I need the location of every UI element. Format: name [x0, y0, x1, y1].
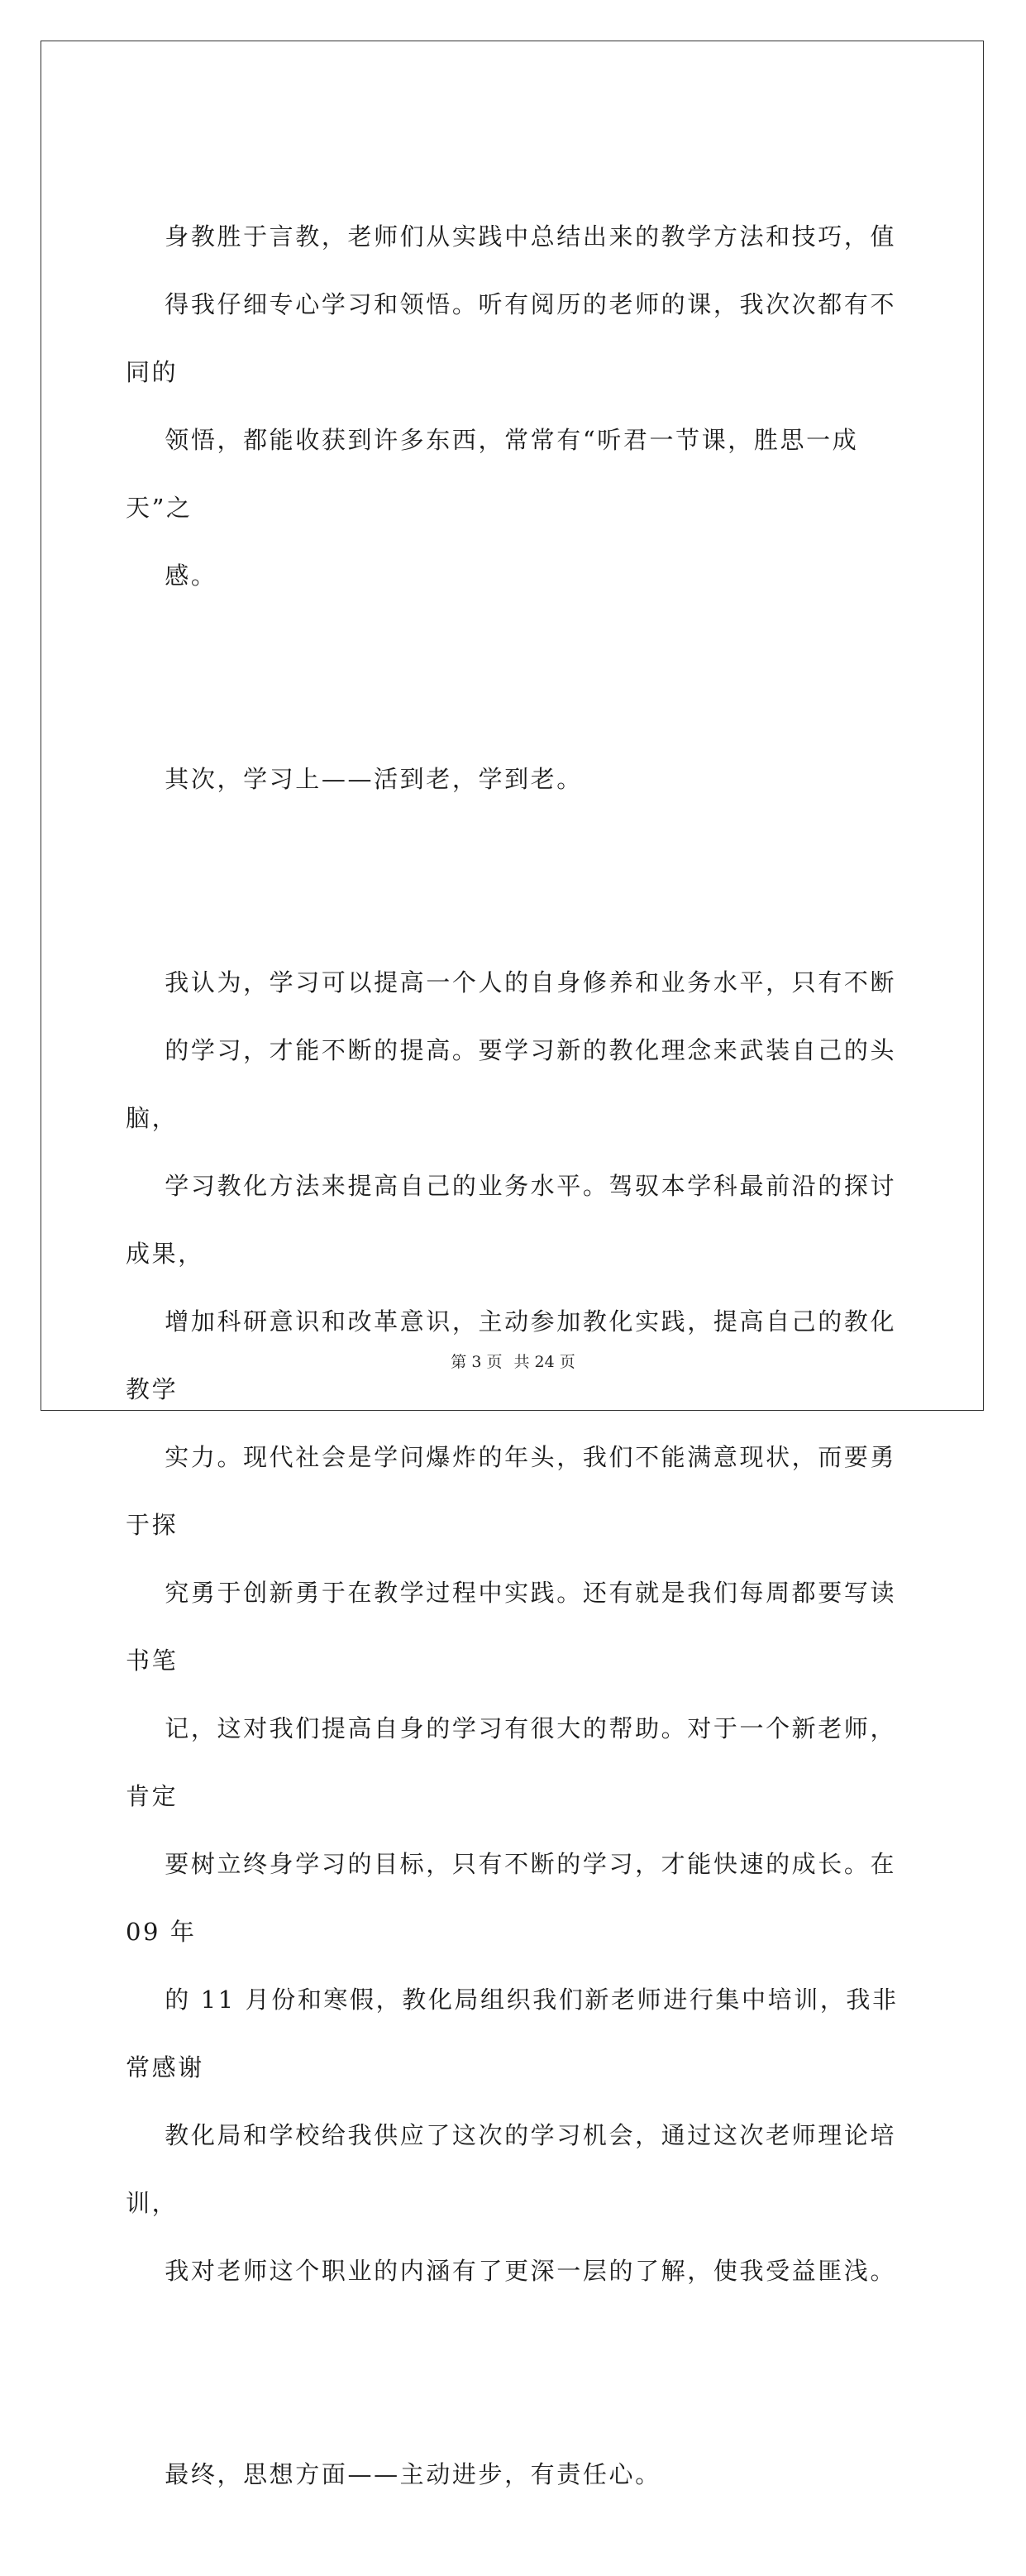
text-line: 的学习，才能不断的提高。要学习新的教化理念来武装自己的头脑， [126, 1036, 897, 1132]
paragraph-4 [126, 2373, 903, 2576]
paragraph-2 [126, 677, 903, 881]
text-line: 我认为，学习可以提高一个人的自身修养和业务水平，只有不断 [165, 968, 897, 996]
page-footer [0, 1350, 1026, 1372]
current-page-number: 第 3 页 [451, 1353, 503, 1371]
text-line: 最终，思想方面——主动进步，有责任心。 [165, 2460, 661, 2488]
paragraph-1 [126, 135, 903, 677]
paragraph-3 [126, 881, 906, 2373]
text-line: 其次，学习上——活到老，学到老。 [165, 765, 583, 793]
text-line: 记，这对我们提高自身的学习有很大的帮助。对于一个新老师，肯定 [126, 1714, 897, 1810]
text-line: 领悟，都能收获到许多东西，常常有“听君一节课，胜思一成天”之 [126, 426, 859, 522]
total-page-count: 共 24 页 [513, 1353, 575, 1371]
text-line: 我对老师这个职业的内涵有了更深一层的了解，使我受益匪浅。 [165, 2257, 897, 2285]
text-line: 感。 [165, 562, 217, 590]
text-line: 得我仔细专心学习和领悟。听有阅历的老师的课，我次次都有不同的 [126, 290, 897, 386]
text-line: 要树立终身学习的目标，只有不断的学习，才能快速的成长。在 09 年 [126, 1850, 906, 1946]
text-line: 增加科研意识和改革意识，主动参加教化实践，提高自己的教化教学 [126, 1307, 897, 1403]
text-line: 的 11 月份和寒假，教化局组织我们新老师进行集中培训，我非常感谢 [126, 1986, 899, 2081]
text-line: 学习教化方法来提高自己的业务水平。驾驭本学科最前沿的探讨成果， [126, 1172, 897, 1268]
text-line: 身教胜于言教，老师们从实践中总结出来的教学方法和技巧，值 [165, 222, 897, 251]
text-line: 教化局和学校给我供应了这次的学习机会，通过这次老师理论培训， [126, 2121, 897, 2217]
text-line: 究勇于创新勇于在教学过程中实践。还有就是我们每周都要写读书笔 [126, 1579, 897, 1675]
text-line: 实力。现代社会是学问爆炸的年头，我们不能满意现状，而要勇于探 [126, 1443, 897, 1539]
